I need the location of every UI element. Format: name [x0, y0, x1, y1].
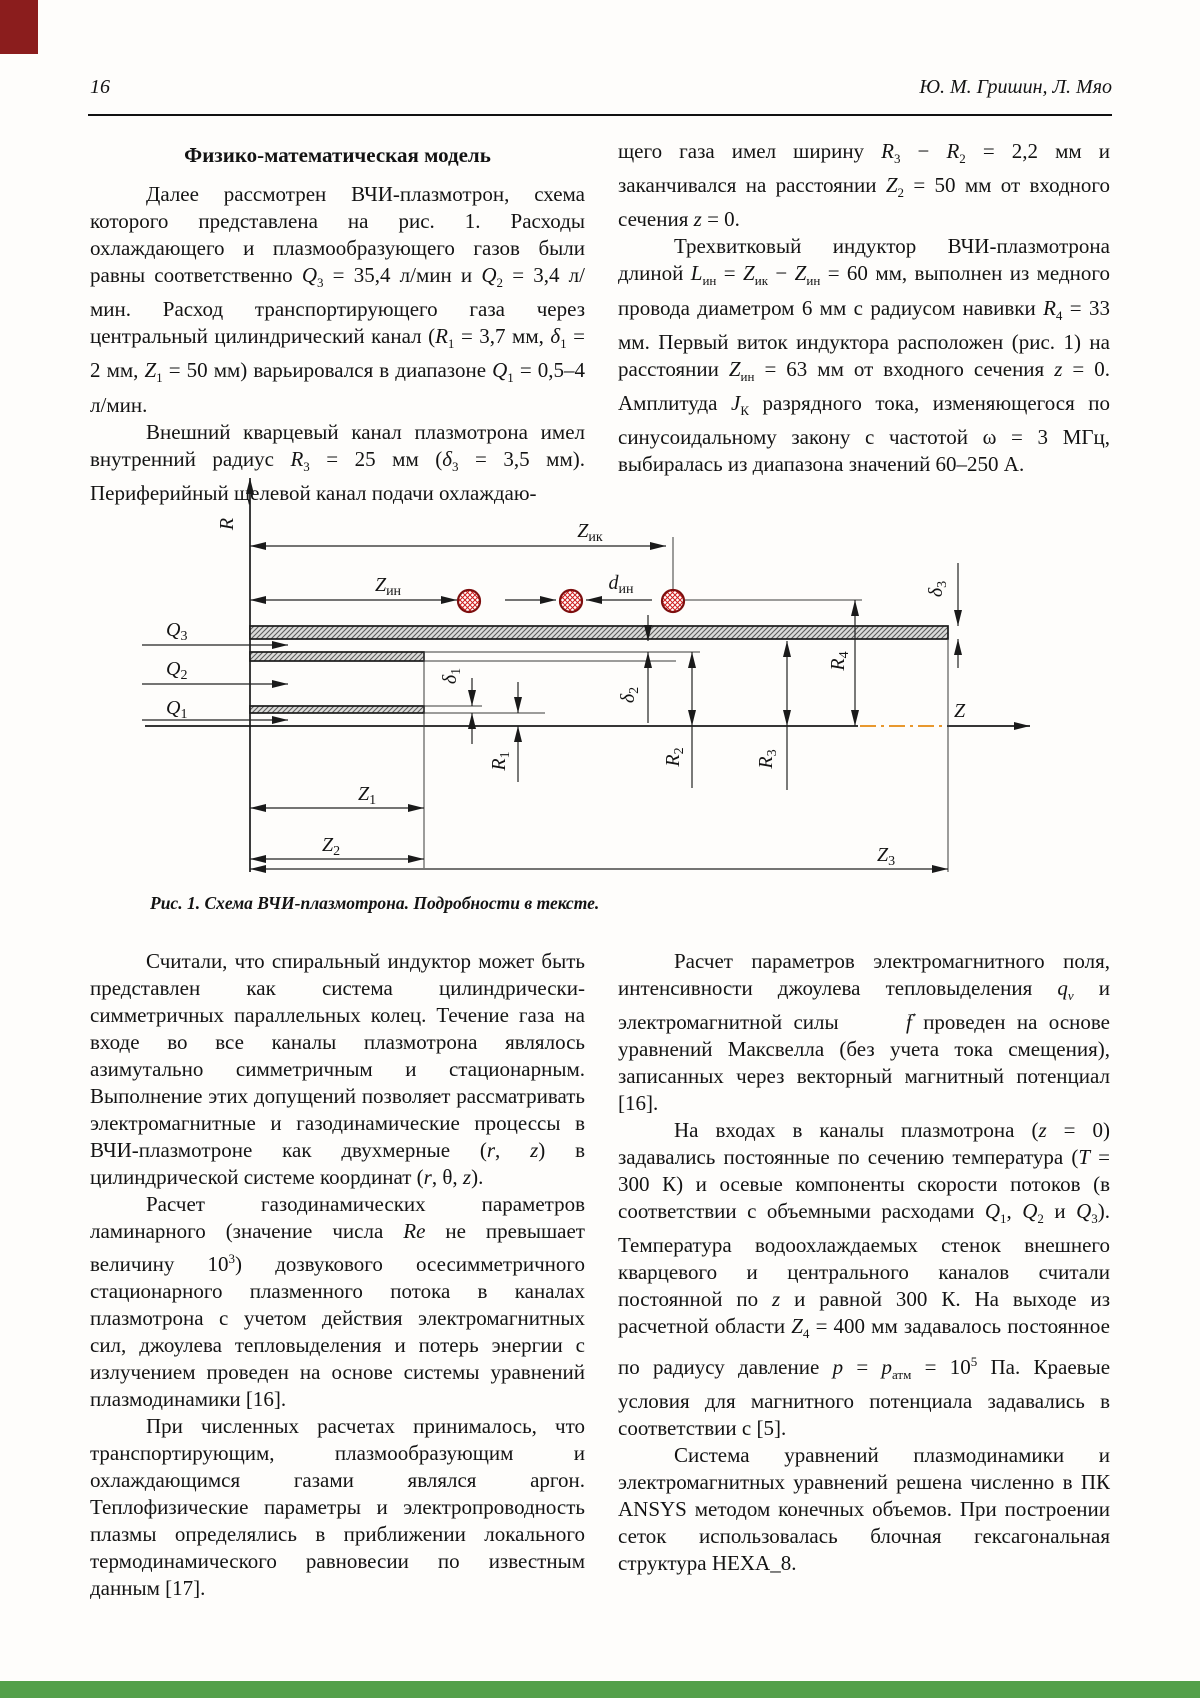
- outer-quartz-wall: [250, 626, 948, 639]
- figure-caption: Рис. 1. Схема ВЧИ-плазмотрона. Подробности в тексте.: [150, 893, 600, 913]
- inductor-turns: [458, 590, 684, 612]
- section-heading: Физико-математическая модель: [184, 143, 491, 167]
- paragraph: При численных расчетах принималось, что транспортирующим, плазмообразующим и охлаждающимся газами являлся аргон. Теплофизические параметры и электропроводность плазмы определялись в приближении локального термодинамического равновесии по известным данным [17].: [90, 1414, 585, 1600]
- scan-artifact-corner: [0, 0, 38, 54]
- dim-label-din: $d_{ин}$: [608, 572, 634, 597]
- intermediate-channel-wall: [250, 652, 424, 661]
- dim-label-delta1: $\delta_1$: [439, 667, 464, 685]
- running-head-authors: Ю. М. Гришин, Л. Мяо: [919, 76, 1112, 98]
- label-q2: $Q_2$: [166, 658, 188, 683]
- dim-label-z3: $Z_3$: [876, 844, 896, 869]
- header-rule: [88, 114, 1112, 116]
- dim-label-r4: $R_4$: [827, 651, 852, 671]
- inductor-turn-1: [458, 590, 480, 612]
- dim-label-delta2: $\delta_2$: [617, 686, 642, 704]
- column-bottom-right: [618, 948, 1110, 1577]
- paragraph: Внешний кварцевый канал плазмотрона имел внутренний радиус $R_3 = 25$ мм ($\delta_3 = 3,5$ мм). Периферийный щелевой канал подачи охлаждаю-: [90, 419, 585, 505]
- column-top-right: [618, 138, 1110, 478]
- dim-label-r1: $R_1$: [488, 751, 513, 771]
- paragraph: Далее рассмотрен ВЧИ-плазмотрон, схема которого представлена на рис. 1. Расходы охлаждающего и плазмообразующего газов были равны соответственно $Q_3 = 35,4$ л/мин и $Q_2 = 3,4$ л/мин. Расход транспортирующего газа через центральный цилиндрический канал ($R_1 = 3,7$ мм, $\delta_1 = 2$ мм, $Z_1 = 50$ мм) варьировался в диапазоне $Q_1 = 0,5-4$ л/мин.: [90, 182, 586, 417]
- extension-lines: [424, 537, 948, 872]
- paragraph: Расчет газодинамических параметров ламинарного (значение числа Re не превышает величину $10^3$) дозвукового осесимметричного стационарного плазменного потока в каналах плазмотрона с учетом действия электромагнитных сил, джоулева тепловыделения и потерь энергии с излучением проведен на основе системы уравнений плазмодинамики [16].: [90, 1192, 585, 1411]
- dim-label-zin: $Z_{ин}$: [374, 574, 402, 599]
- label-q1: $Q_1$: [166, 697, 188, 722]
- scan-artifact-bottom-strip: [0, 1681, 1200, 1698]
- central-channel-wall: [250, 706, 424, 713]
- label-q3: $Q_3$: [166, 619, 188, 644]
- dim-label-z1: $Z_1$: [357, 783, 377, 808]
- dim-label-r3: $R_3$: [755, 749, 780, 769]
- inductor-turn-3: [662, 590, 684, 612]
- figure-1-plasmatron-schematic: [130, 440, 1090, 885]
- dim-label-zik: $Z_{ик}$: [577, 520, 603, 545]
- paragraph: На входах в каналы плазмотрона (z = 0) задавались постоянные по сечению температура (T = 300 К) и осевые компоненты скорости потоков (в соответствии с объемными расходами $Q_1$, $Q_2$ и $Q_3$). Температура водоохлаждаемых стенок внешнего кварцевого и центрального каналов считали постоянной по z и равной 300 К. На выходе из расчетной области $Z_4 = 400$ мм задавалось постоянное по радиусу давление $p = p_{атм} = 10^5$ Па. Краевые условия для магнитного потенциала задавались в соответствии с [5].: [618, 1118, 1111, 1440]
- paragraph: Расчет параметров электромагнитного поля, интенсивности джоулева тепловыделения $q_v$ и электромагнитной силы f → проведен на основе уравнений Максвелла (без учета тока смещения), записанных через векторный магнитный потенциал [16].: [618, 948, 1110, 1117]
- dim-label-delta3: $\delta_3$: [925, 580, 950, 598]
- paragraph: Считали, что спиральный индуктор может быть представлен как система цилиндрически-симметричных параллельных колец. Течение газа на входе во все каналы плазмотрона являлось азимутально симметричным и стационарным. Выполнение этих допущений позволяет рассматривать электромагнитные и газодинамические процессы в ВЧИ-плазмотроне как двухмерные (r, z) в цилиндрической системе координат (r, θ, z).: [90, 949, 586, 1189]
- z-axis-label: Z: [954, 700, 966, 722]
- paragraph: Трехвитковый индуктор ВЧИ-плазмотрона длиной $L_{ин} = Z_{ик} - Z_{ин} = 60$ мм, выполнен из медного провода диаметром 6 мм с радиусом навивки $R_4 = 33$ мм. Первый виток индуктора расположен (рис. 1) на расстоянии $Z_{ин} = 63$ мм от входного сечения z = 0. Амплитуда $J_К$ разрядного тока, изменяющегося по синусоидальному закону с частотой ω = 3 МГц, выбиралась из диапазона значений 60–250 А.: [618, 234, 1110, 477]
- dim-label-z2: $Z_2$: [321, 834, 341, 859]
- paragraph: щего газа имел ширину $R_3 - R_2 = 2,2$ мм и заканчивался на расстоянии $Z_2 = 50$ мм от входного сечения z = 0.: [618, 139, 1110, 232]
- column-bottom-left: [90, 948, 585, 1602]
- inductor-turn-2: [560, 590, 582, 612]
- page-number: 16: [90, 76, 110, 98]
- paragraph: Система уравнений плазмодинамики и электромагнитных уравнений решена численно в ПК ANSYS методом конечных объемов. При построении сеток использовалась блочная гексагональная структура HEXA_8.: [618, 1442, 1110, 1575]
- dim-label-r2: $R_2$: [662, 747, 687, 767]
- r-axis-label: R: [216, 517, 238, 531]
